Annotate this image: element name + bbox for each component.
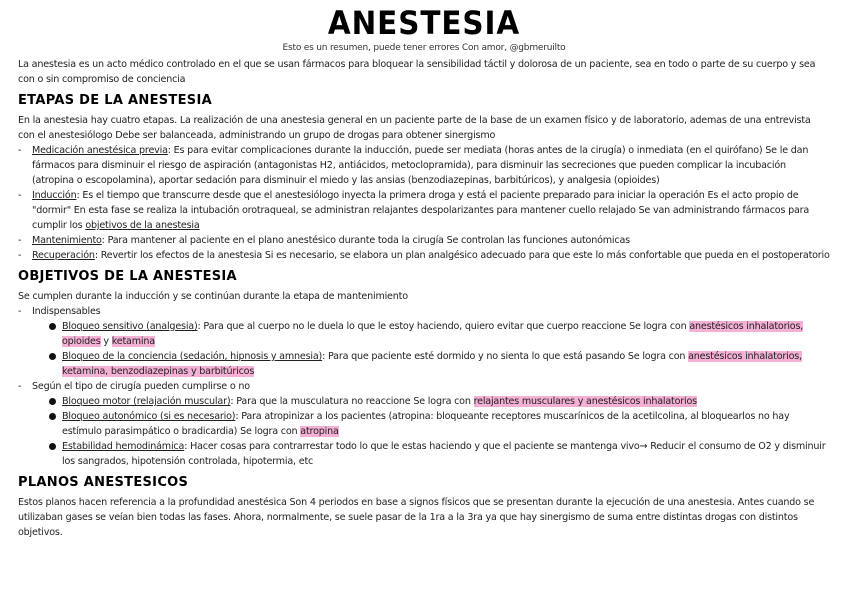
list-item: Bloqueo autonómico (si es necesario): Para atropinizar a los pacientes (atropina: bloqueante receptores muscarínicos de la acetilcolina, al bloquearlos no hay estímulo parasimpático o bradicardia) Se logra con atropina: [18, 409, 830, 439]
item-label: Mantenimiento: [32, 235, 102, 246]
item-label: Bloqueo motor (relajación muscular): [62, 396, 231, 407]
highlighted-text: ketamina: [111, 336, 155, 347]
item-label: Medicación anestésica previa: [32, 145, 168, 156]
item-text: Para que al cuerpo no le duela lo que le estoy haciendo, quiero evitar que cuerpo reaccione Se logra con: [200, 321, 690, 332]
list-item: - Medicación anestésica previa: Es para evitar complicaciones durante la inducción, puede ser mediata (horas antes de la cirugía) o inmediata (en el quirófano) Se le dan fármacos para disminuir el riesgo de aspiración (antagonistas H2, antiácidos, metoclopramida), para disminuir las secreciones que pueden complicar la incubación (atropina o escopolamina), aportar sedación para disminuir el miedo y las ansias (benzodiazepinas, barbitúricos), y analgesia (opioides): [18, 143, 830, 188]
list-item: Bloqueo motor (relajación muscular): Para que la musculatura no reaccione Se logra con relajantes musculares y anestésicos inhalatorios: [18, 394, 830, 409]
item-text: Para mantener al paciente en el plano anestésico durante toda la cirugía Se controlan las funciones autonómicas: [104, 235, 630, 246]
section-heading-planos: PLANOS ANESTESICOS: [18, 475, 189, 490]
item-text: Para que la musculatura no reaccione Se logra con: [233, 396, 474, 407]
item-text: Es el tiempo que transcurre desde que el anestesiólogo inyecta la primera droga y está el paciente preparado para iniciar la operación Es el acto propio de "dormir" En esta fase se realiza la intubación orotraqueal, se administran relajantes despolarizantes para mantener cuello relajado Se van administrando fármacos para cumplir los: [32, 190, 810, 231]
item-label: Inducción: [32, 190, 77, 201]
item-link-text: objetivos de la anestesia: [85, 220, 200, 231]
item-text: Para que paciente esté dormido y no sienta lo que está pasando Se logra con: [325, 351, 689, 362]
item-label: Bloqueo de la conciencia (sedación, hipnosis y amnesia): [62, 351, 323, 362]
highlighted-text: anestésicos inhalatorios, opioides: [62, 321, 804, 347]
item-text: Revertir los efectos de la anestesia Si es necesario, se elabora un plan analgésico adecuado para que este lo más confortable que pueda en el postoperatorio: [97, 250, 830, 261]
highlighted-text: anestésicos inhalatorios, ketamina, benzodiazepinas y barbitúricos: [62, 351, 802, 377]
item-text: Es para evitar complicaciones durante la inducción, puede ser mediata (horas antes de la cirugía) o inmediata (en el quirófano) Se le dan fármacos para disminuir el riesgo de aspiración (antagonistas H2, antiácidos, metoclopramida), para disminuir las secreciones que pueden complicar la incubación (atropina o escopolamina), aportar sedación para disminuir el miedo y las ansias (benzodiazepinas, barbitúricos), y analgesia (opioides): [32, 145, 809, 186]
list-item: Bloqueo de la conciencia (sedación, hipnosis y amnesia): Para que paciente esté dormido y no sienta lo que está pasando Se logra con anestésicos inhalatorios, ketamina, benzodiazepinas y barbitúricos: [18, 349, 830, 379]
etapas-intro: En la anestesia hay cuatro etapas. La realización de una anestesia general en un paciente parte de la base de un examen físico y de laboratorio, ademas de una entrevista con el anestesiólogo Debe ser balanceada, administrando un grupo de drogas para obtener sinergismo: [18, 115, 811, 141]
item-label: Estabilidad hemodinámica: [62, 441, 185, 452]
list-item: Estabilidad hemodinámica: Hacer cosas para contrarrestar todo lo que le estas haciendo y que el paciente se mantenga vivo→ Reducir el consumo de O2 y disminuir los sangrados, hipotensión controlada, hipotermia, etc: [18, 439, 830, 469]
intro-paragraph: La anestesia es un acto médico controlado en el que se usan fármacos para bloquear la sensibilidad táctil y dolorosa de un paciente, sea en todo o parte de su cuerpo y sea con o sin compromiso de conciencia: [18, 59, 816, 85]
subtitle: Esto es un resumen, puede tener errores Con amor, @gbmeruilto: [282, 43, 566, 53]
highlighted-text: relajantes musculares y anestésicos inhalatorios: [473, 396, 697, 407]
item-text: y: [100, 336, 112, 347]
highlighted-text: atropina: [300, 426, 339, 437]
section-heading-etapas: ETAPAS DE LA ANESTESIA: [18, 93, 212, 108]
objetivos-intro: Se cumplen durante la inducción y se continúan durante la etapa de mantenimiento: [18, 291, 408, 302]
etapas-list: [18, 143, 830, 263]
item-text: Para atropinizar a los pacientes (atropina: bloqueante receptores muscarínicos de la acetilcolina, al bloquearlos no hay estímulo parasimpático o bradicardia) Se logra con: [62, 411, 790, 437]
item-label: Bloqueo sensitivo (analgesia): [62, 321, 198, 332]
group-label: - Según el tipo de cirugía pueden cumplirse o no: [18, 379, 830, 394]
item-label: Recuperación: [32, 250, 95, 261]
list-item: - Mantenimiento: Para mantener al paciente en el plano anestésico durante toda la cirugía Se controlan las funciones autonómicas: [18, 233, 830, 248]
planos-paragraph: Estos planos hacen referencia a la profundidad anestésica Son 4 periodos en base a signos físicos que se presentan durante la ejecución de una anestesia. Antes cuando se utilizaban gases se veían bien todas las fases. Ahora, normalmente, se suele pasar de la 1ra a la 3ra ya que hay sinergismo de suma entre distintas drogas con distintos objetivos.: [18, 497, 815, 538]
list-item: - Inducción: Es el tiempo que transcurre desde que el anestesiólogo inyecta la primera droga y está el paciente preparado para iniciar la operación Es el acto propio de "dormir" En esta fase se realiza la intubación orotraqueal, se administran relajantes despolarizantes para mantener cuello relajado Se van administrando fármacos para cumplir los objetivos de la anestesia: [18, 188, 830, 233]
objetivos-list: [18, 304, 830, 469]
list-item: Bloqueo sensitivo (analgesia): Para que al cuerpo no le duela lo que le estoy haciendo, quiero evitar que cuerpo reaccione Se logra con anestésicos inhalatorios, opioides y ketamina: [18, 319, 830, 349]
page-title: ANESTESIA: [327, 4, 521, 42]
group-label: - Indispensables: [18, 304, 830, 319]
item-text: Hacer cosas para contrarrestar todo lo que le estas haciendo y que el paciente se mantenga vivo→ Reducir el consumo de O2 y disminuir los sangrados, hipotensión controlada, hipotermia, etc: [62, 441, 826, 467]
list-item: - Recuperación: Revertir los efectos de la anestesia Si es necesario, se elabora un plan analgésico adecuado para que este lo más confortable que pueda en el postoperatorio: [18, 248, 830, 263]
section-heading-objetivos: OBJETIVOS DE LA ANESTESIA: [18, 269, 237, 284]
item-label: Bloqueo autonómico (si es necesario): [62, 411, 236, 422]
